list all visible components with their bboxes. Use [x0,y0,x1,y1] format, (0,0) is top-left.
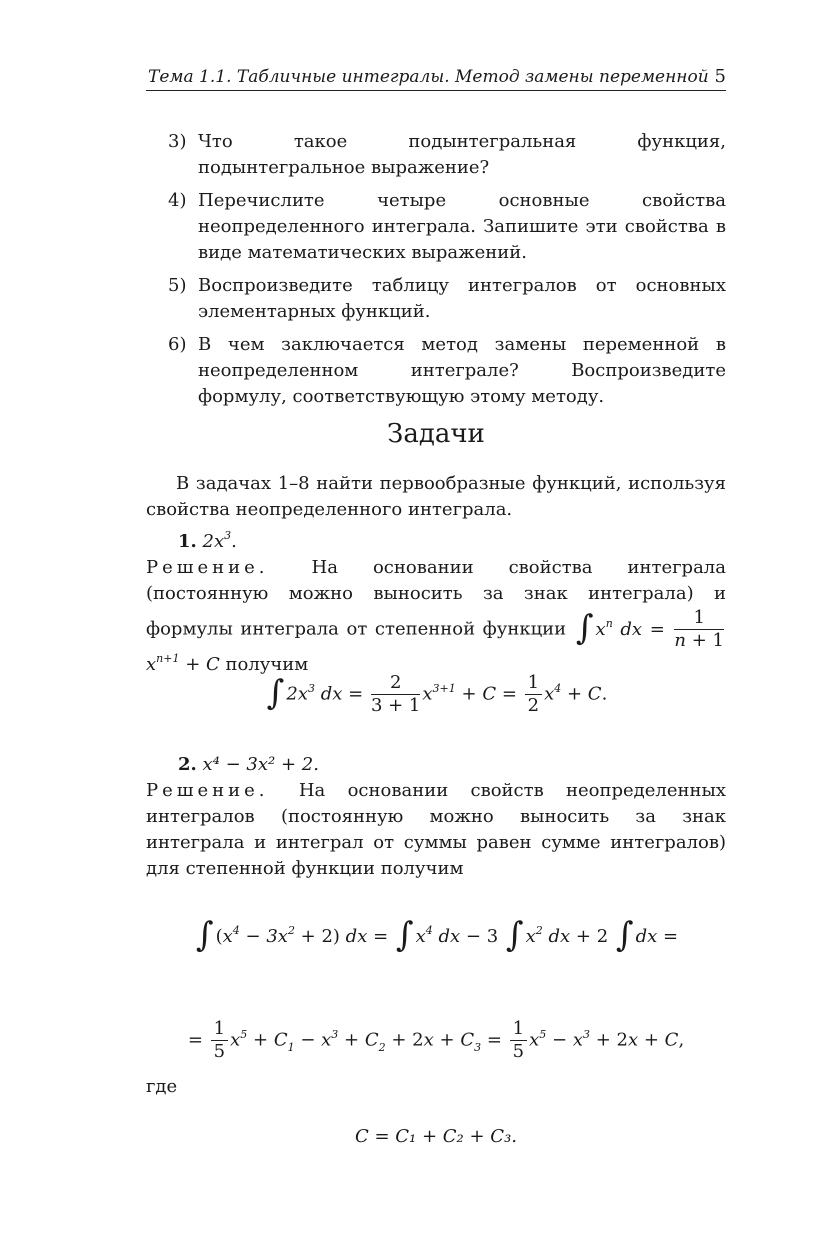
problem-2-heading [178,752,319,778]
problem-period: . [231,531,237,552]
power-rule-formula: ∫ $x^n$ dx = $\frac{1}{n + 1}$ $x^{n+1} + C$ [146,607,724,675]
section-title: Задачи [387,419,485,449]
running-head-title: Тема 1.1. Табличные интегралы. Метод замены переменной [148,67,709,87]
equation-problem-1: ∫ $2x^3$ dx = $\frac{2}{3 + 1}$ $x^{3+1} + C$ = $\frac{1}{2}$ $x^4 + C$. [266,672,608,716]
book-page [146,0,726,1240]
constant-equation: C = C₁ + C₂ + C₃. [354,1126,518,1147]
problem-expression: x⁴ − 3x² + 2. [202,754,319,775]
question-text: Что такое подынтегральная функция, подынтегральное выражение? [198,131,726,178]
problem-number: 2. [178,754,197,775]
question-text: Воспроизведите таблицу интегралов от основных элементарных функций. [198,275,726,322]
question-number: 5) [168,275,187,296]
solution-text: На основании свойства интеграла (постоянную можно выносить за знак интеграла) и формулы интеграла от степенной функции [146,557,726,640]
problem-exponent: 3 [224,529,232,542]
problem-expression: 2x [202,531,225,552]
equation-problem-2-line-2: = $\frac{1}{5}$ $x^5 + C_1 - x^3 + C_2 + 2x + C_3$ = $\frac{1}{5}$ $x^5 - x^3 + 2x + C$, [187,1018,685,1062]
solution-label: Решение. [146,557,269,578]
question-item [146,273,726,325]
question-text: В чем заключается метод замены переменной в неопределенном интеграле? Воспроизведите формулу, соответствующую этому методу. [198,334,726,407]
question-number: 3) [168,131,187,152]
problem-1-solution [146,555,726,680]
solution-text: На основании свойств неопределенных интегралов (постоянную можно выносить за знак интеграла и интеграл от суммы равен сумме интегралов) для степенной функции получим [146,780,726,879]
solution-label: Решение. [146,780,269,801]
question-list [146,129,726,417]
question-number: 4) [168,190,187,211]
solution-tail: получим [225,654,309,675]
question-text: Перечислите четыре основные свойства неопределенного интеграла. Запишите эти свойства в виде математических выражений. [198,190,726,263]
intro-paragraph: В задачах 1–8 найти первообразные функций, используя свойства неопределенного интеграла. [146,473,726,520]
problem-1-heading [178,529,237,557]
problem-number: 1. [178,531,197,552]
question-item [146,129,726,181]
page-number: 5 [714,66,726,87]
running-head [146,64,726,91]
problem-2-solution [146,778,726,882]
equation-problem-2-line-1: ∫ $(x^4 - 3x^2 + 2)$ dx = ∫ $x^4$ dx − 3 ∫ $x^2$ dx + 2 ∫ dx = [195,915,679,955]
question-item [146,188,726,266]
question-item [146,332,726,410]
question-number: 6) [168,334,187,355]
where-word: где [146,1076,178,1097]
